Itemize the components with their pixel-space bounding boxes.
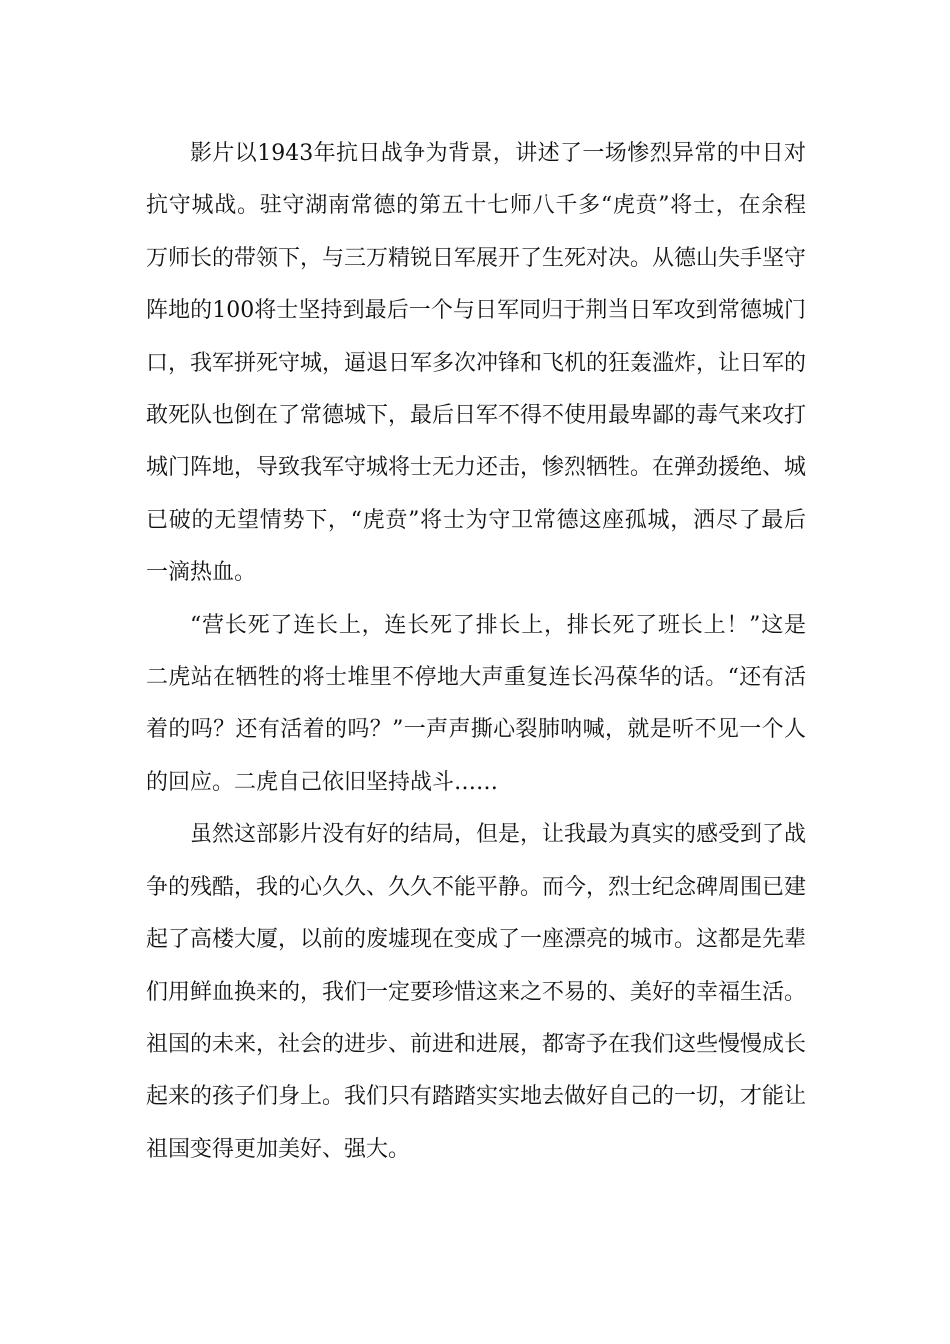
document-body	[146, 128, 806, 1176]
paragraph-1: 影片以1943年抗日战争为背景，讲述了一场惨烈异常的中日对抗守城战。驻守湖南常德的第五十七师八千多“虎贲”将士，在余程万师长的带领下，与三万精锐日军展开了生死对决。从德山失手坚守阵地的100将士坚持到最后一个与日军同归于荆当日军攻到常德城门口，我军拼死守城，逼退日军多次冲锋和飞机的狂轰滥炸，让日军的敢死队也倒在了常德城下，最后日军不得不使用最卑鄙的毒气来攻打城门阵地，导致我军守城将士无力还击，惨烈牺牲。在弹劲援绝、城已破的无望情势下，“虎贲”将士为守卫常德这座孤城，洒尽了最后一滴热血。	[146, 141, 807, 586]
paragraph-3: 虽然这部影片没有好的结局，但是，让我最为真实的感受到了战争的残酷，我的心久久、久久不能平静。而今，烈士纪念碑周围已建起了高楼大厦，以前的废墟现在变成了一座漂亮的城市。这都是先辈们用鲜血换来的，我们一定要珍惜这来之不易的、美好的幸福生活。祖国的未来，社会的进步、前进和进展，都寄予在我们这些慢慢成长起来的孩子们身上。我们只有踏踏实实地去做好自己的一切，才能让祖国变得更加美好、强大。	[146, 822, 807, 1162]
paragraph-2: “营长死了连长上，连长死了排长上，排长死了班长上！”这是二虎站在牺牲的将士堆里不停地大声重复连长冯葆华的话。“还有活着的吗？还有活着的吗？”一声声撕心裂肺呐喊，就是听不见一个人的回应。二虎自己依旧坚持战斗……	[146, 612, 806, 795]
